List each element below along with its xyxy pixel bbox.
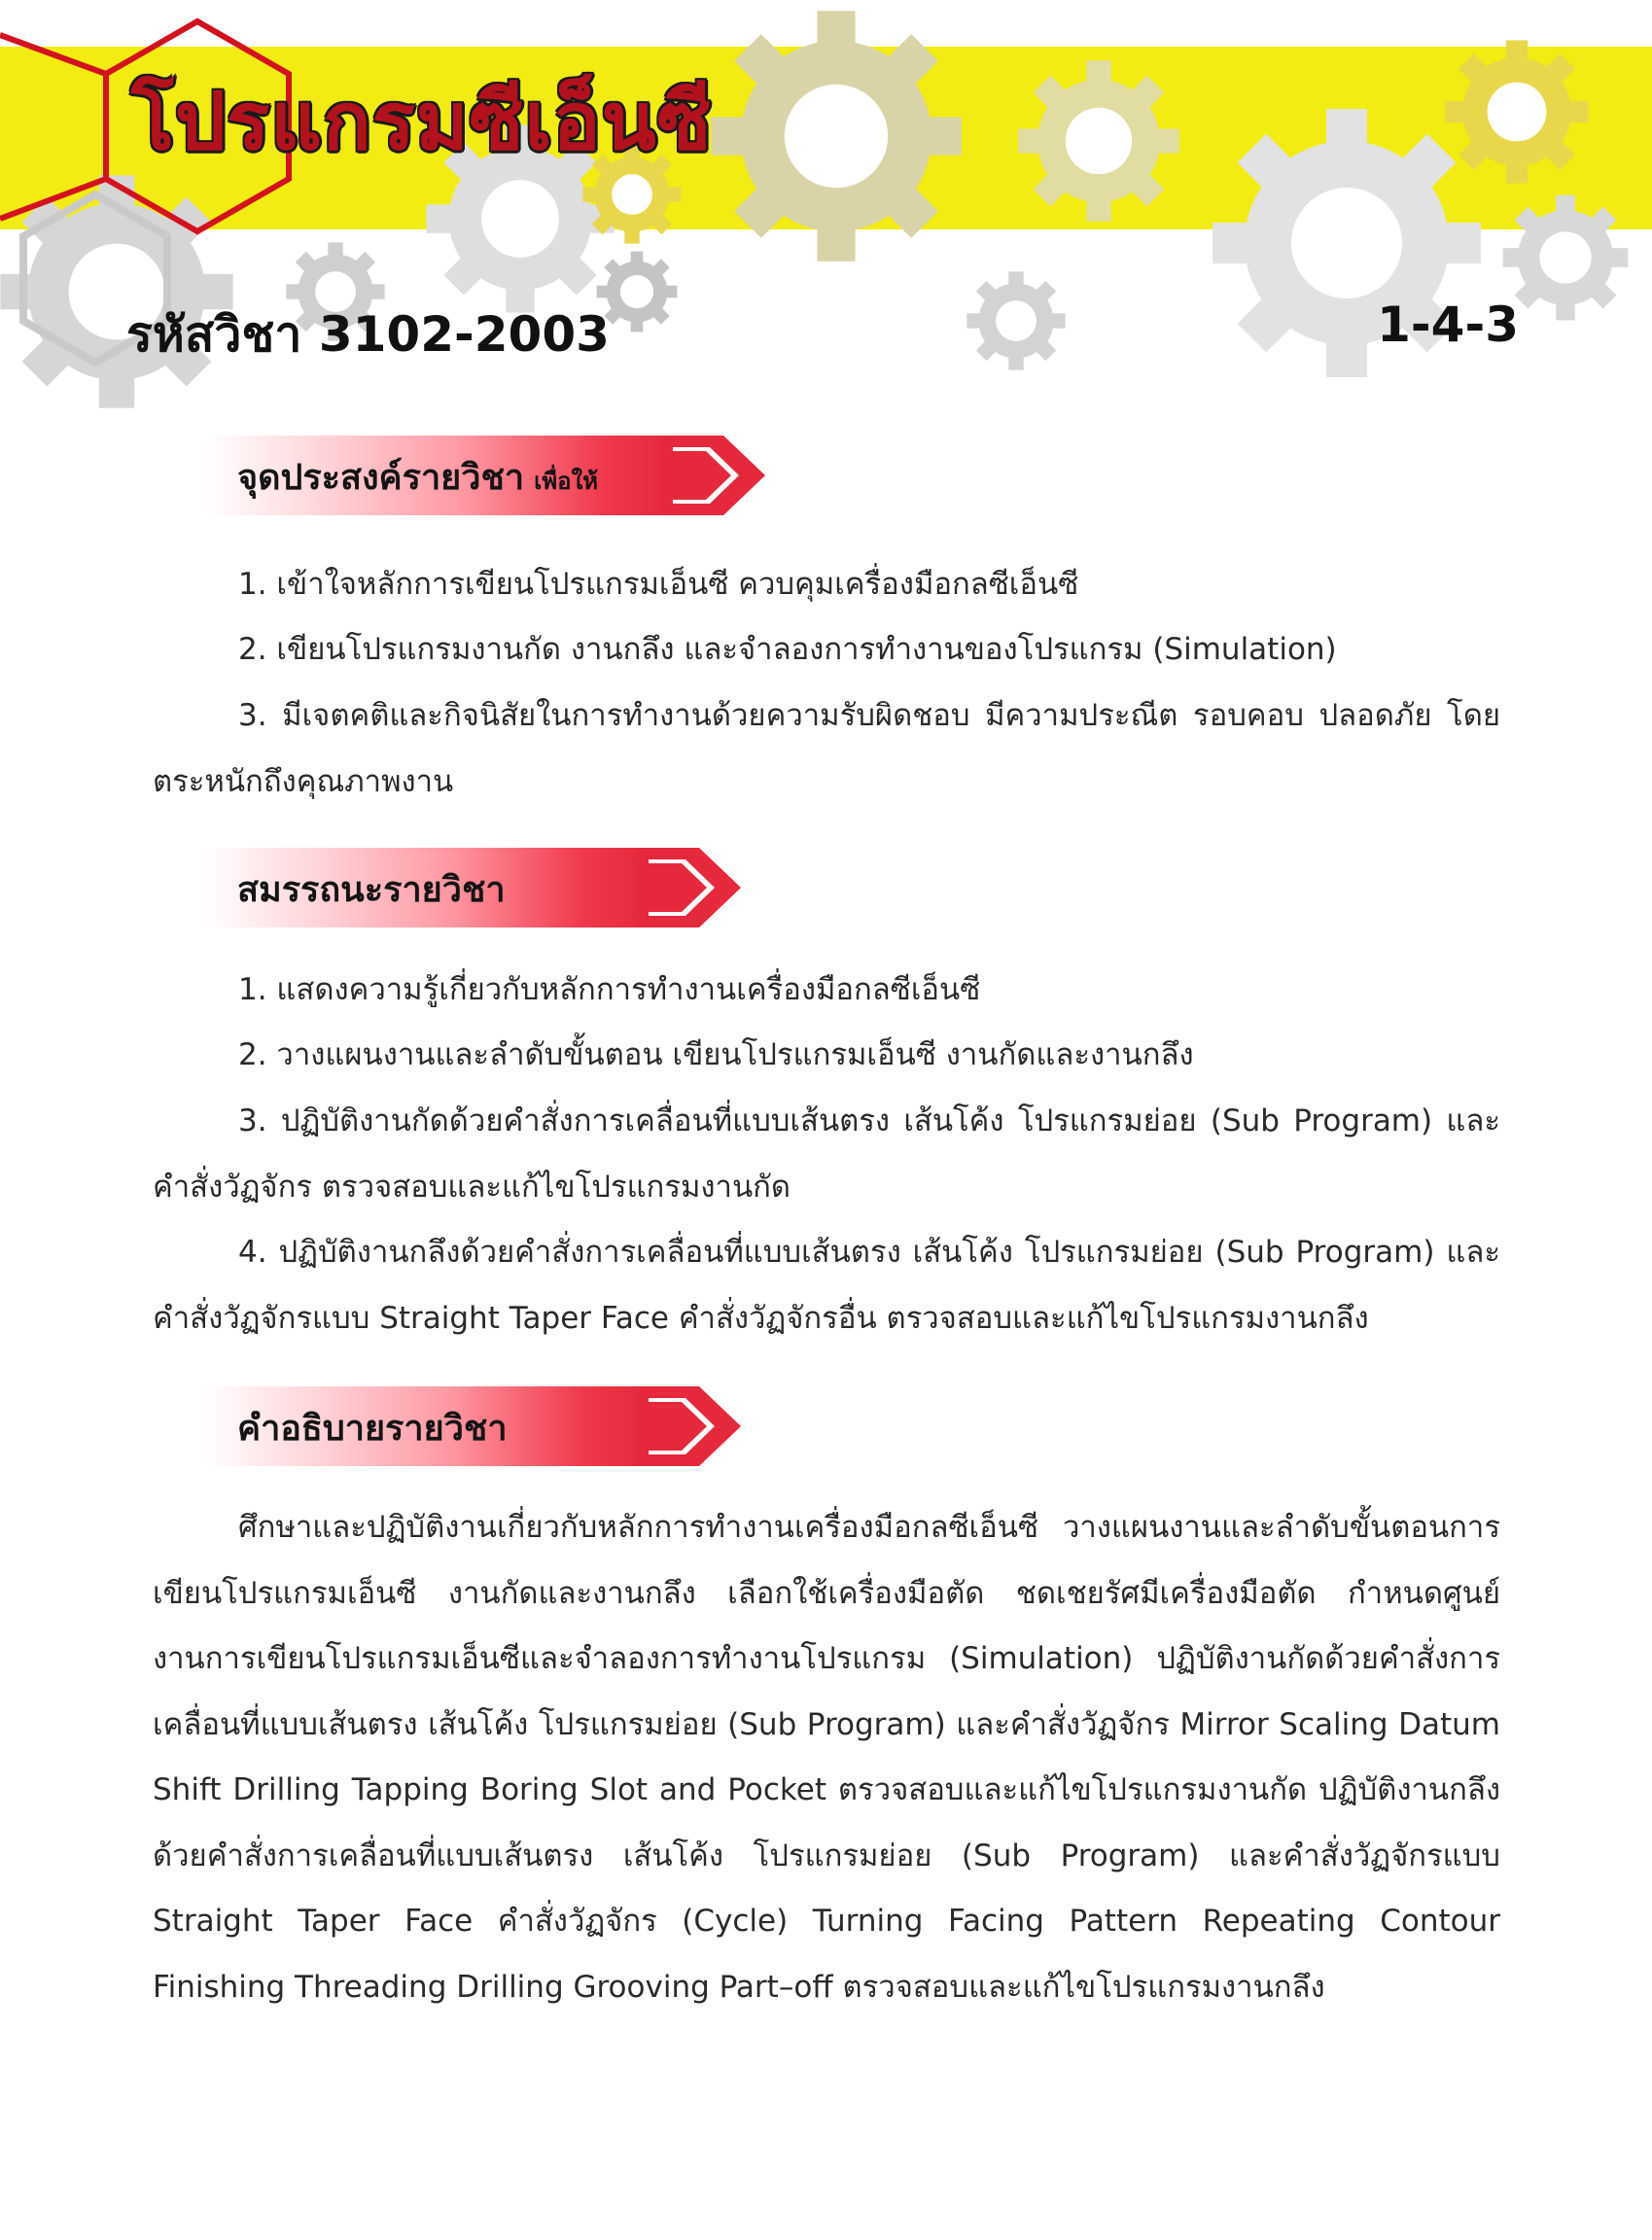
section-heading-description xyxy=(206,1386,741,1466)
course-code: รหัสวิชา 3102-2003 xyxy=(126,306,610,363)
objective-item-3: 3. มีเจตคติและกิจนิสัยในการทำงานด้วยความรับผิดชอบ มีความประณีต รอบคอบ ปลอดภัย โดยตระหนักถึงคุณภาพงาน xyxy=(153,698,1500,799)
section-heading-objectives xyxy=(206,436,765,515)
chevron-right-icon xyxy=(639,848,746,928)
page-title: โปรแกรมซีเอ็นซี xyxy=(131,76,713,168)
objective-item-1: 1. เข้าใจหลักการเขียนโปรแกรมเอ็นซี ควบคุมเครื่องมือกลซีเอ็นซี xyxy=(238,567,1079,602)
section-title-competencies: สมรรถนะรายวิชา xyxy=(237,870,506,910)
chevron-right-icon xyxy=(639,1386,746,1466)
gear-icon xyxy=(1445,40,1588,183)
course-description: ศึกษาและปฏิบัติงานเกี่ยวกับหลักการทำงานเครื่องมือกลซีเอ็นซี วางแผนงานและลำดับขั้นตอนการเขียนโปรแกรมเอ็นซี งานกัดและงานกลึง เลือกใช้เครื่องมือตัด ชดเชยรัศมีเครื่องมือตัด กำหนดศูนย์งานการเขียนโปรแกรมเอ็นซีและจำลองการทำงานโปรแกรม (Simulation) ปฏิบัติงานกัดด้วยคำสั่งการเคลื่อนที่แบบเส้นตรง เส้นโค้ง โปรแกรมย่อย (Sub Program) และคำสั่งวัฏจักร Mirror Scaling Datum Shift Drilling Tapping Boring Slot and Pocket ตรวจสอบและแก้ไขโปรแกรมงานกัด ปฏิบัติงานกลึงด้วยคำสั่งการเคลื่อนที่แบบเส้นตรง เส้นโค้ง โปรแกรมย่อย (Sub Program) และคำสั่งวัฏจักรแบบ Straight Taper Face คำสั่งวัฏจักร (Cycle) Turning Facing Pattern Repeating Contour Finishing Threading Drilling Grooving Part–off ตรวจสอบและแก้ไขโปรแกรมงานกลึง xyxy=(153,1510,1500,2005)
section-title-objectives: จุดประสงค์รายวิชา xyxy=(237,458,525,498)
gear-icon xyxy=(967,271,1065,369)
section-title-description: คำอธิบายรายวิชา xyxy=(237,1409,508,1449)
competency-item-2: 2. วางแผนงานและลำดับขั้นตอน เขียนโปรแกรมเอ็นซี งานกัดและงานกลึง xyxy=(238,1037,1194,1072)
gear-icon xyxy=(711,11,962,262)
gear-icon xyxy=(1018,60,1179,222)
course-credit: 1-4-3 xyxy=(1377,297,1519,353)
chevron-right-icon xyxy=(663,436,770,515)
section-heading-competencies xyxy=(206,848,741,928)
objective-item-2: 2. เขียนโปรแกรมงานกัด งานกลึง และจำลองการทำงานของโปรแกรม (Simulation) xyxy=(238,632,1337,667)
competency-item-1: 1. แสดงความรู้เกี่ยวกับหลักการทำงานเครื่องมือกลซีเอ็นซี xyxy=(238,972,981,1007)
section-title-suffix: เพื่อให้ xyxy=(534,468,599,495)
competency-item-4: 4. ปฏิบัติงานกลึงด้วยคำสั่งการเคลื่อนที่แบบเส้นตรง เส้นโค้ง โปรแกรมย่อย (Sub Program) และคำสั่งวัฏจักรแบบ Straight Taper Face คำสั่งวัฏจักรอื่น ตรวจสอบและแก้ไขโปรแกรมงานกลึง xyxy=(153,1235,1500,1336)
gear-icon xyxy=(1503,195,1629,321)
competency-item-3: 3. ปฏิบัติงานกัดด้วยคำสั่งการเคลื่อนที่แบบเส้นตรง เส้นโค้ง โปรแกรมย่อย (Sub Program) และคำสั่งวัฏจักร ตรวจสอบและแก้ไขโปรแกรมงานกัด xyxy=(153,1103,1500,1205)
